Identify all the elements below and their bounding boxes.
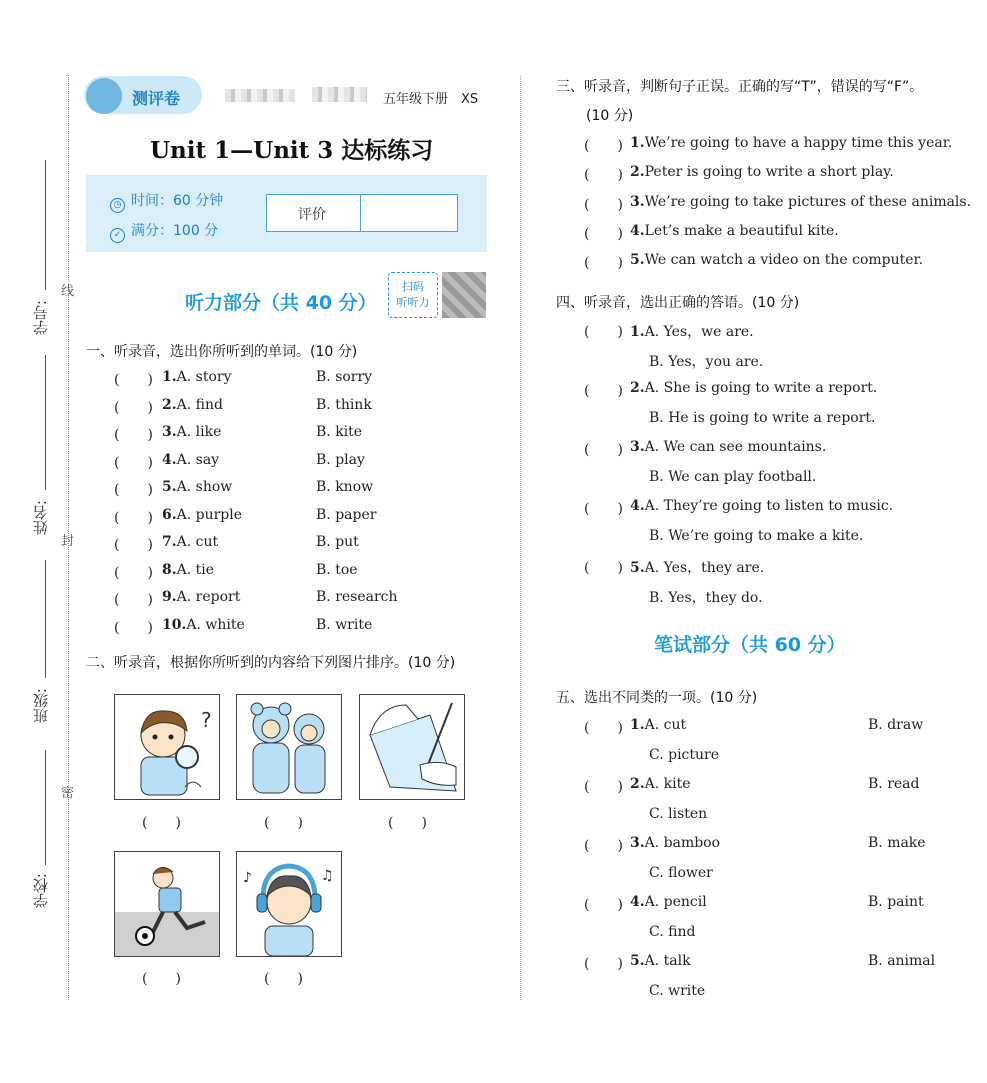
item-text: We’re going to take pictures of these animals. — [644, 193, 972, 210]
evaluation-box — [266, 194, 458, 232]
page-title: Unit 1—Unit 3 达标练习 — [150, 137, 434, 164]
name-line — [45, 355, 46, 490]
q3-score: (10 分) — [586, 108, 634, 124]
item-number: 10. — [162, 616, 187, 633]
q1-option-b: B. research — [316, 589, 398, 605]
q4-option-a — [630, 498, 893, 514]
item-number: 6. — [162, 506, 177, 523]
item-number: 5. — [630, 252, 645, 269]
q4-option-a — [630, 321, 754, 341]
answer-blank[interactable]: ( ) — [584, 897, 623, 913]
answer-blank[interactable]: ( ) — [584, 255, 623, 272]
item-number: 5. — [162, 479, 177, 495]
q4-title: 四、听录音，选出正确的答语。(10 分) — [556, 295, 800, 311]
q5-option-b: B. paint — [868, 894, 924, 910]
answer-blank[interactable]: ( ) — [584, 442, 623, 458]
item-number: 2. — [630, 164, 645, 181]
item-number: 5. — [630, 560, 645, 576]
answer-blank[interactable]: ( ) — [114, 399, 153, 416]
item-text: A. They’re going to listen to music. — [644, 498, 894, 514]
answer-blank[interactable]: ( ) — [584, 720, 623, 736]
item-text: A. tie — [176, 561, 215, 578]
clock-icon: ◷ — [110, 198, 125, 213]
time-info — [110, 190, 223, 213]
item-text: A. find — [176, 396, 223, 413]
qr-code-icon — [442, 272, 486, 318]
item-number: 4. — [162, 451, 177, 468]
q4-option-a — [630, 439, 826, 455]
item-number: 3. — [630, 835, 645, 851]
answer-blank[interactable]: ( ) — [114, 592, 153, 608]
picture-boy-magnifier — [114, 694, 220, 800]
q1-option-a — [162, 562, 214, 578]
check-icon: ✓ — [110, 228, 125, 243]
q1-option-b: B. paper — [316, 506, 377, 523]
item-text: A. talk — [644, 953, 691, 969]
answer-blank[interactable]: ( ) — [114, 509, 153, 526]
q1-option-a — [162, 534, 218, 550]
svg-text:♪: ♪ — [243, 870, 252, 886]
q5-option-b: B. animal — [868, 953, 936, 969]
answer-blank[interactable]: ( ) — [584, 560, 623, 576]
q4-option-b: B. We’re going to make a kite. — [649, 527, 864, 544]
scan-line-1: 扫码 — [402, 280, 424, 293]
evaluation-label: 评价 — [298, 207, 326, 223]
answer-blank[interactable]: ( ) — [114, 482, 153, 498]
q2-title: 二、听录音，根据你所听到的内容给下列图片排序。(10 分) — [86, 655, 456, 671]
q1-option-b: B. play — [316, 451, 365, 468]
item-number: 2. — [162, 396, 177, 413]
answer-blank[interactable]: ( ) — [584, 167, 623, 184]
student-id-line — [45, 160, 46, 290]
school-line — [45, 750, 46, 865]
answer-blank[interactable]: ( ) — [114, 537, 153, 553]
item-number: 9. — [162, 589, 177, 605]
item-number: 4. — [630, 498, 645, 514]
item-text: We’re going to have a happy time this year. — [644, 135, 953, 151]
item-text: A. like — [176, 424, 222, 440]
q5-option-b: B. make — [868, 835, 926, 851]
item-text: A. She is going to write a report. — [644, 380, 878, 396]
student-id-label: 学号: — [32, 300, 50, 336]
q4-option-b: B. He is going to write a report. — [649, 409, 876, 426]
answer-blank[interactable]: ( ) — [584, 324, 623, 340]
answer-blank[interactable]: ( ) — [114, 454, 153, 471]
q5-title: 五、选出不同类的一项。(10 分) — [556, 690, 758, 706]
item-number: 1. — [630, 717, 645, 733]
picture-1-blank[interactable]: ( ) — [142, 815, 181, 831]
q1-option-a — [162, 369, 231, 385]
item-text: We can watch a video on the computer. — [644, 252, 924, 269]
picture-panda-costumes — [236, 694, 342, 800]
q1-title: 一、听录音，选出你所听到的单词。(10 分) — [86, 344, 358, 360]
school-label: 学校: — [32, 873, 50, 909]
answer-blank[interactable]: ( ) — [584, 196, 623, 213]
item-text: A. We can see mountains. — [644, 439, 827, 455]
bind-char-seal: 封 — [61, 534, 75, 549]
picture-boy-football — [114, 851, 220, 957]
q1-option-b: B. kite — [316, 424, 363, 440]
column-divider — [520, 75, 521, 1000]
answer-blank[interactable]: ( ) — [584, 956, 623, 972]
item-number: 7. — [162, 534, 177, 550]
writing-heading: 笔试部分（共 60 分） — [654, 634, 846, 656]
item-text: A. purple — [176, 506, 243, 523]
q4-option-b: B. We can play football. — [649, 468, 817, 485]
item-number: 4. — [630, 222, 645, 239]
score-info — [110, 220, 218, 243]
q5-option-c: C. listen — [649, 805, 708, 822]
q5-option-a — [630, 953, 691, 969]
q4-option-b: B. Yes，they do. — [649, 589, 763, 606]
picture-2-blank[interactable]: ( ) — [264, 815, 303, 831]
q1-option-b: B. think — [316, 396, 372, 413]
answer-blank[interactable]: ( ) — [114, 372, 153, 388]
answer-blank[interactable]: ( ) — [584, 138, 623, 154]
item-number: 4. — [630, 894, 645, 910]
item-text: A. pencil — [644, 894, 707, 910]
q3-statement — [630, 223, 839, 239]
item-text: A. show — [176, 479, 233, 495]
svg-text:?: ? — [201, 708, 212, 732]
score-text: 满分：100 分 — [131, 223, 219, 239]
q3-statement — [630, 164, 894, 180]
q1-option-b: B. write — [316, 616, 373, 633]
q5-option-c: C. write — [649, 982, 706, 999]
item-number: 8. — [162, 561, 177, 578]
item-text: A. story — [176, 369, 232, 385]
bind-char-line: 线 — [61, 284, 75, 299]
evaluation-divider — [360, 194, 361, 232]
answer-blank[interactable]: ( ) — [114, 564, 153, 581]
class-label: 班级: — [32, 688, 50, 724]
item-text: A. white — [186, 616, 245, 633]
picture-4-blank[interactable]: ( ) — [142, 971, 181, 987]
picture-hands-paper — [359, 694, 465, 800]
item-text: A. Yes，they are. — [644, 560, 765, 576]
answer-blank[interactable]: ( ) — [584, 838, 623, 854]
badge-icon — [86, 78, 122, 114]
answer-blank[interactable]: ( ) — [584, 225, 623, 242]
picture-3-blank[interactable]: ( ) — [388, 815, 427, 831]
item-number: 3. — [162, 424, 177, 440]
picture-girl-headphones — [236, 851, 342, 957]
q1-option-b: B. toe — [316, 561, 358, 578]
q5-option-a — [630, 717, 686, 733]
q3-statement — [630, 194, 971, 210]
item-text: A. Yes，we are. — [644, 324, 754, 340]
bind-char-secret: 密 — [61, 786, 75, 801]
item-text: A. kite — [644, 776, 691, 792]
blurred-series — [312, 87, 367, 102]
q1-option-a — [162, 397, 223, 413]
q1-option-a — [162, 589, 240, 605]
q4-option-b: B. Yes，you are. — [649, 353, 764, 370]
answer-blank[interactable]: ( ) — [584, 779, 623, 795]
q5-option-b: B. draw — [868, 717, 924, 733]
answer-blank[interactable]: ( ) — [114, 427, 153, 443]
q1-option-a — [162, 424, 221, 440]
answer-blank[interactable]: ( ) — [584, 501, 623, 517]
answer-blank[interactable]: ( ) — [114, 619, 153, 636]
item-number: 1. — [630, 324, 645, 340]
svg-text:♫: ♫ — [321, 868, 334, 884]
blurred-publisher — [225, 89, 295, 102]
q5-option-b: B. read — [868, 776, 920, 792]
item-number: 2. — [630, 380, 645, 396]
item-text: Let’s make a beautiful kite. — [644, 222, 839, 239]
class-line — [45, 560, 46, 678]
item-text: A. cut — [644, 717, 687, 733]
q5-option-a — [630, 835, 720, 851]
q5-option-a — [630, 776, 691, 792]
q1-option-a — [162, 507, 242, 523]
q5-option-a — [630, 894, 707, 910]
q1-option-b: B. sorry — [316, 369, 373, 385]
q5-option-c: C. flower — [649, 864, 713, 881]
grade-label: 五年级下册 XS — [383, 92, 479, 107]
item-text: A. cut — [176, 534, 219, 550]
q3-title: 三、听录音，判断句子正误。正确的写“T”，错误的写“F”。 — [556, 79, 924, 95]
item-text: A. report — [176, 589, 241, 605]
item-number: 3. — [630, 193, 645, 210]
item-number: 2. — [630, 776, 645, 792]
name-label: 姓名: — [32, 500, 50, 536]
q1-option-b: B. put — [316, 534, 359, 550]
badge-label: 测评卷 — [132, 89, 181, 108]
scan-line-2: 听听力 — [396, 296, 430, 309]
item-text: Peter is going to write a short play. — [644, 164, 894, 181]
q1-option-a — [162, 452, 219, 468]
time-text: 时间：60 分钟 — [131, 193, 224, 209]
item-number: 5. — [630, 953, 645, 969]
q4-option-a — [630, 380, 877, 396]
listening-heading: 听力部分（共 40 分） — [185, 292, 377, 314]
scan-code-label — [388, 272, 438, 318]
q3-statement — [630, 135, 952, 151]
q3-statement — [630, 252, 923, 268]
item-number: 1. — [630, 135, 645, 151]
q5-option-c: C. picture — [649, 746, 720, 763]
item-number: 3. — [630, 439, 645, 455]
q5-option-c: C. find — [649, 923, 696, 940]
item-number: 1. — [162, 369, 177, 385]
picture-5-blank[interactable]: ( ) — [264, 971, 303, 987]
q1-option-a — [162, 479, 232, 495]
q4-option-a — [630, 557, 764, 577]
item-text: A. bamboo — [644, 835, 721, 851]
q1-option-b: B. know — [316, 479, 374, 495]
answer-blank[interactable]: ( ) — [584, 383, 623, 399]
item-text: A. say — [176, 451, 220, 468]
q1-option-a — [162, 617, 245, 633]
